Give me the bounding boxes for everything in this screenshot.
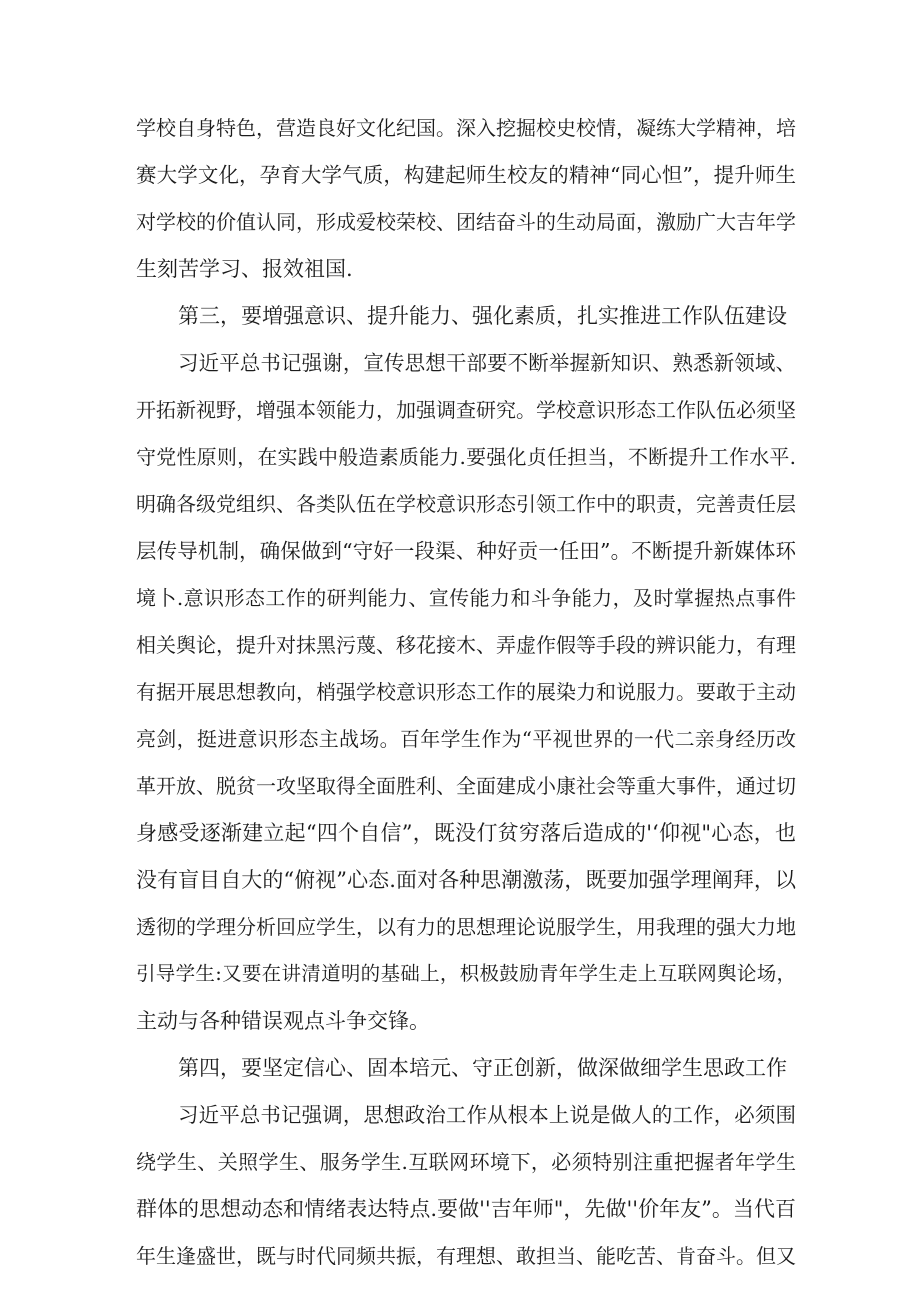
text-line: 有据开展思想教向，梢强学校意识形态工作的展染力和说服力。要敢于主动 [136, 680, 796, 704]
text-line: 守党性原则，在实践中般造素质能力.要强化贞任担当，不断提升工作水平. [136, 445, 796, 469]
text-line: 绕学生、关照学生、服务学生.互联网环境下，必须特别注重把握者年学生 [136, 1150, 796, 1174]
text-line: 相关舆论，提升对抹黑污蔑、移花接木、弄虚作假等手段的辨识能力，有理 [136, 633, 796, 657]
text-line: 层传导机制，确保做到“守好一段渠、种好贡一任田”。不断提升新媒体环 [136, 539, 796, 563]
text-line: 透彻的学理分析回应学生，以有力的思想理论说服学生，用我理的强大力地 [136, 915, 796, 939]
text-line: 习近平总书记强谢，宣传思想干部要不断举握新知识、熟悉新领域、 [178, 351, 796, 375]
text-line: 开拓新视野，增强本领能力，加强调查研究。学校意识形态工作队伍必须坚 [136, 398, 796, 422]
text-line: 群体的思想动态和情绪表达特点.要做''吉年师"，先做''价年友”。当代百 [136, 1197, 796, 1221]
text-line: 生刻苦学习、报效祖国. [136, 257, 353, 281]
section-heading: 第三，要増强意识、提升能力、强化素质，扎实推进工作队伍建设 [178, 304, 787, 328]
text-line: 年生逢盛世，既与时代同频共振，有理想、敢担当、能吃苦、肯奋斗。但又 [136, 1244, 796, 1268]
text-line: 赛大学文化，孕育大学气质，构建起师生校友的精神“同心怛”，提升师生 [136, 163, 796, 187]
text-line: 明确各级党组织、各类队伍在学校意识形态引领工作中的职责，完善责任层 [136, 492, 796, 516]
text-line: 学校自身特色，营造良好文化纪国。深入挖掘校史校情，凝练大学精神，培 [136, 116, 796, 140]
text-line: 境卜.意识形态工作的研判能力、宣传能力和斗争能力，及时掌握热点事件 [136, 586, 796, 610]
text-line: 主动与各种错误观点斗争交锋。 [136, 1009, 430, 1033]
text-line: 对学校的价值认同，形成爱校荣校、团结奋斗的生动局面，激励广大吉年学 [136, 210, 796, 234]
text-line: 习近平总书记强调，思想政治工作从根本上说是做人的工作，必须围 [178, 1103, 796, 1127]
text-line: 引导学生:又要在讲清道明的基础上，枳极鼓励青年学生走上互联网舆论场， [136, 962, 796, 985]
text-line: 革开放、脱贫一攻坚取得全面胜利、全面建成小康社会等重大事件，通过切 [136, 774, 796, 798]
text-line: 身感受逐渐建立起“四个自信”，既没仃贫穷落后造成的'‘仰视"心态，也 [136, 821, 796, 845]
section-heading: 第四，要坚定信心、固本培元、守正创新，做深做细学生思政工作 [178, 1056, 787, 1080]
text-line: 没有盲目自大的“俯视”心态.面对各种思潮激荡，既要加强学理阐拜，以 [136, 868, 796, 892]
text-line: 亮剑，挺进意识形态主战场。百年学生作为“平视世界的一代二亲身经历改 [136, 727, 796, 751]
